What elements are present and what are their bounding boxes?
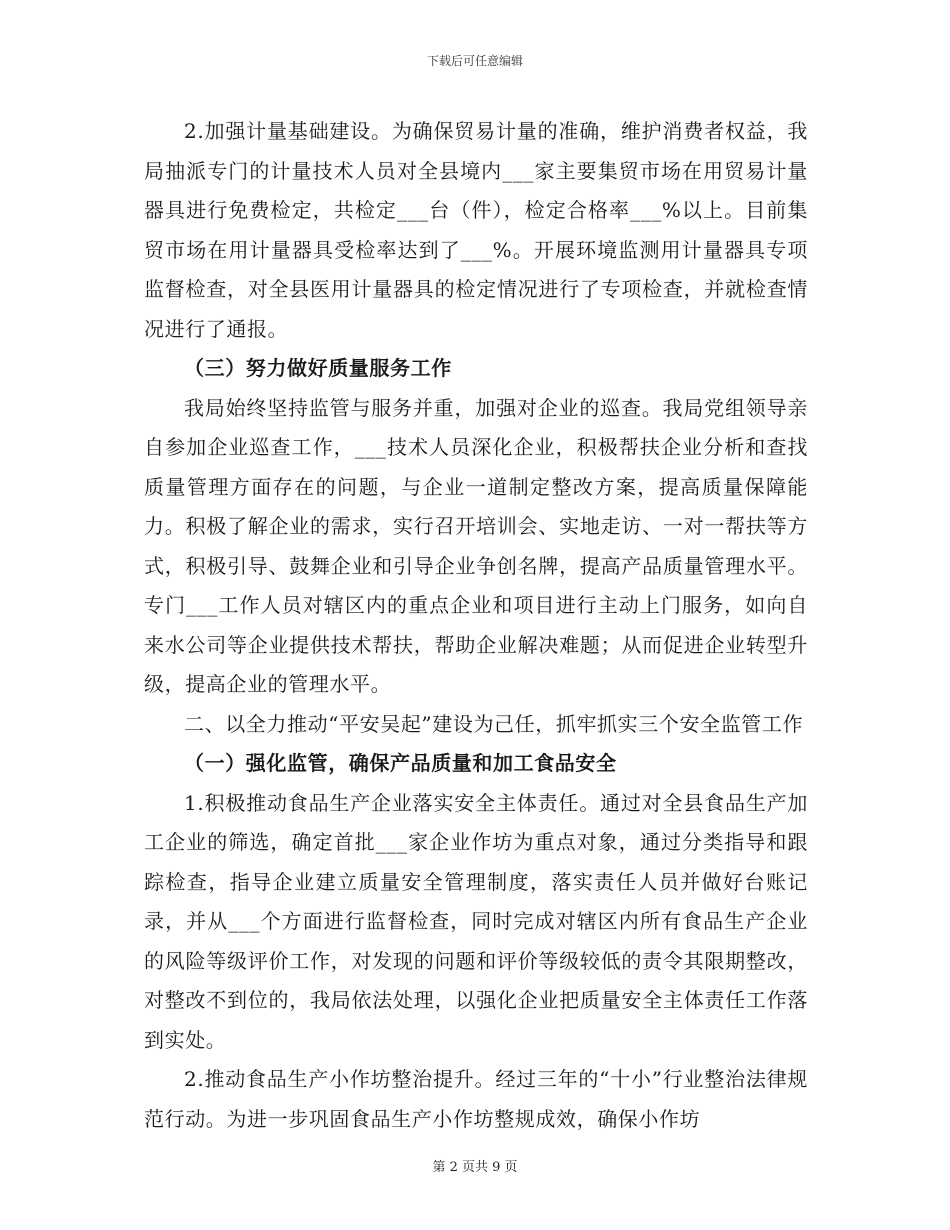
section-heading-quality-service: （三）努力做好质量服务工作 — [184, 356, 452, 380]
section-heading-safety: 二、以全力推动“平安吴起”建设为己任，抓牢抓实三个安全监管工作 — [184, 711, 804, 736]
subsection-heading-supervision: （一）强化监管，确保产品质量和加工食品安全 — [184, 751, 617, 775]
document-body — [144, 112, 808, 1139]
paragraph-quality-service: 我局始终坚持监管与服务并重，加强对企业的巡查。我局党组领导亲自参加企业巡查工作，___技术人员深化企业，积极帮扶企业分析和查找质量管理方面存在的问题，与企业一道制定整改方案，提高质量保障能力。积极了解企业的需求，实行召开培训会、实地走访、一对一帮扶等方式，积极引导、鼓舞企业和引导企业争创名牌，提高产品质量管理水平。专门___工作人员对辖区内的重点企业和项目进行主动上门服务，如向自来水公司等企业提供技术帮扶，帮助企业解决难题；从而促进企业转型升级，提高企业的管理水平。 — [144, 395, 808, 696]
page-header: 下载后可任意编辑 — [426, 54, 523, 68]
paragraph-small-workshops: 2.推动食品生产小作坊整治提升。经过三年的“十小”行业整治法律规范行动。为进一步巩固食品生产小作坊整规成效，确保小作坊 — [144, 1067, 808, 1131]
paragraph-food-enterprises: 1.积极推动食品生产企业落实安全主体责任。通过对全县食品生产加工企业的筛选，确定首批___家企业作坊为重点对象，通过分类指导和跟踪检查，指导企业建立质量安全管理制度，落实责任人员并做好台账记录，并从___个方面进行监督检查，同时完成对辖区内所有食品生产企业的风险等级评价工作，对发现的问题和评价等级较低的责令其限期整改，对整改不到位的，我局依法处理，以强化企业把质量安全主体责任工作落到实处。 — [144, 790, 808, 1052]
page-footer: 第 2 页共 9 页 — [432, 1160, 518, 1175]
paragraph-metrology: 2.加强计量基础建设。为确保贸易计量的准确，维护消费者权益，我局抽派专门的计量技术人员对全县境内___家主要集贸市场在用贸易计量器具进行免费检定，共检定___台（件），检定合格率___%以上。目前集贸市场在用计量器具受检率达到了___%。开展环境监测用计量器具专项监督检查，对全县医用计量器具的检定情况进行了专项检查，并就检查情况进行了通报。 — [144, 119, 808, 341]
